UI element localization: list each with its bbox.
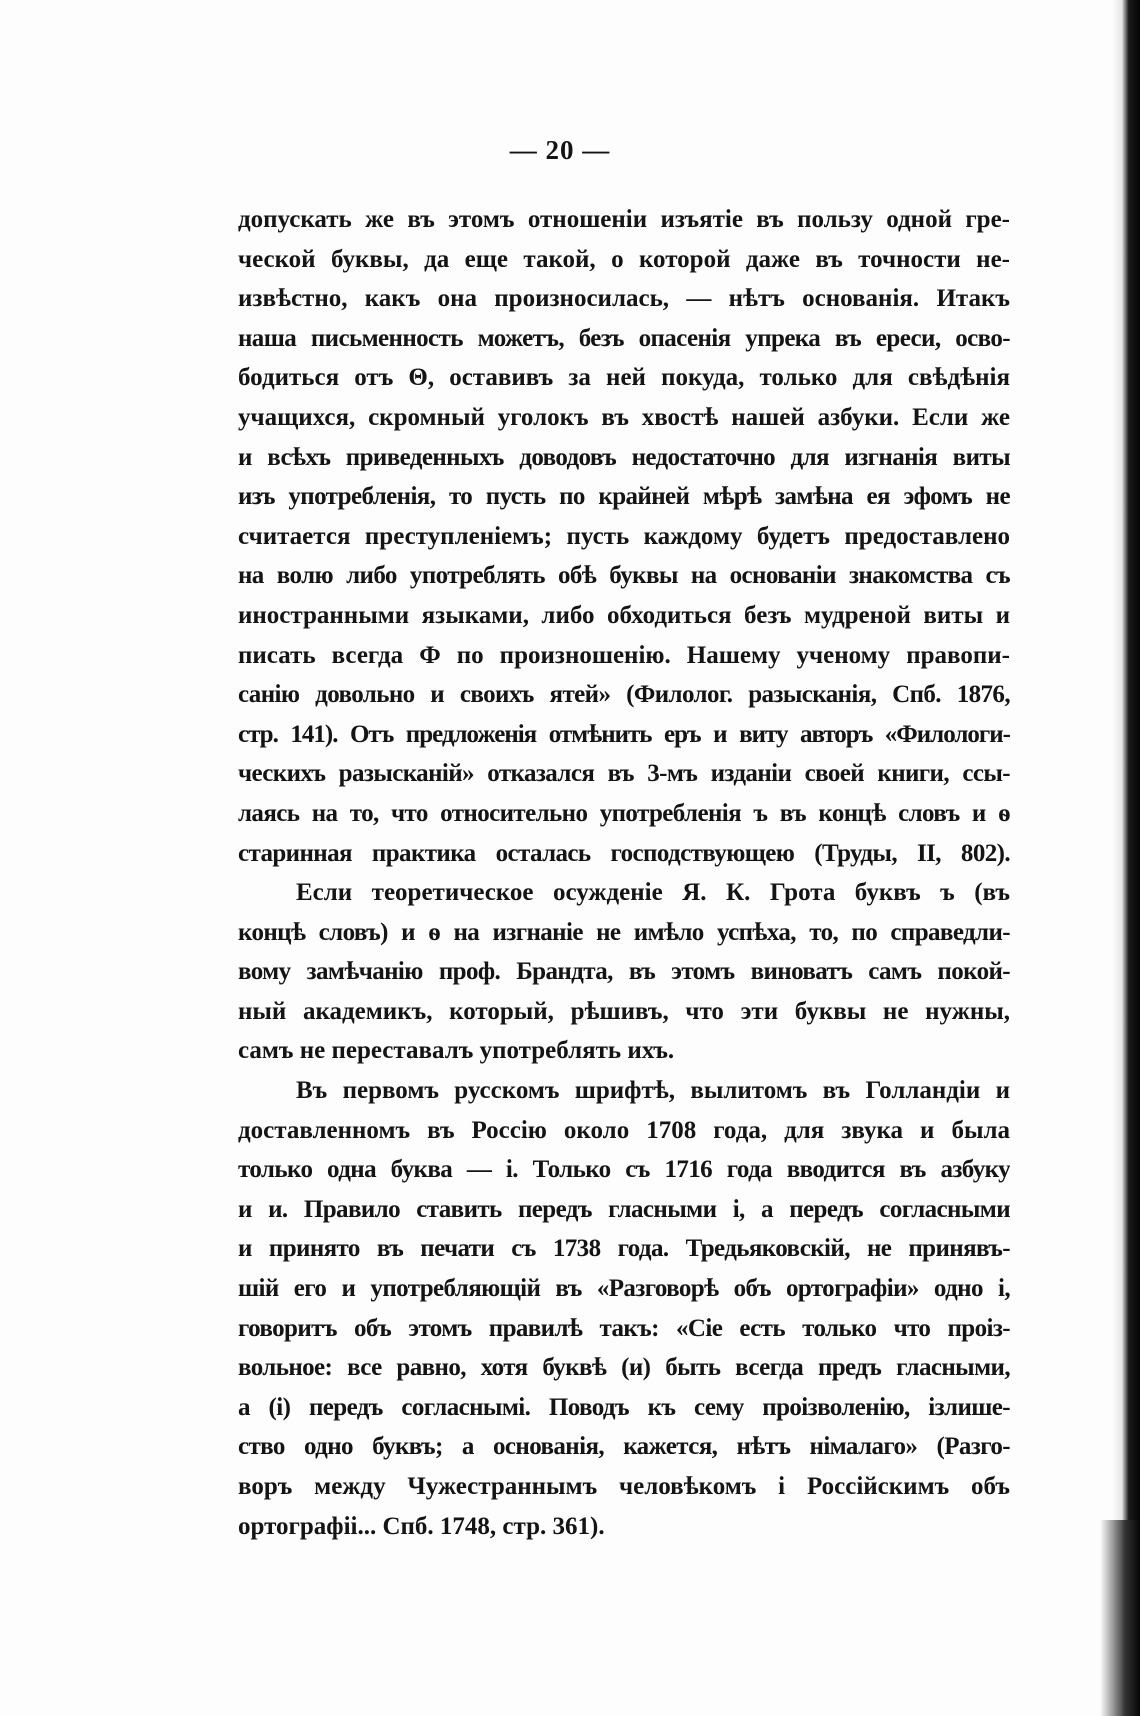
text-line: старинная практика осталась господствующею (Труды, II, 802). [238,839,1010,867]
scan-edge-shadow-lower [1100,1520,1140,1716]
text-line: бодиться отъ Θ, оставивъ за ней покуда, только для свѣдѣнія [238,364,1010,392]
text-line: наша письменность можетъ, безъ опасенія упрека въ ереси, осво- [238,324,1010,352]
text-line: вому замѣчанію проф. Брандта, въ этомъ виноватъ самъ покой- [238,958,1010,986]
text-line: говоритъ объ этомъ правилѣ такъ: «Сіе есть только что проіз- [238,1314,1010,1342]
scan-edge-shadow [1112,0,1140,1716]
text-line: Въ первомъ русскомъ шрифтѣ, вылитомъ въ Голландіи и [296,1077,1010,1105]
text-line: писать всегда Ф по произношенію. Нашему ученому правопи- [238,641,1010,669]
text-line: учащихся, скромный уголокъ въ хвостѣ нашей азбуки. Если же [238,403,1010,431]
text-line: доставленномъ въ Россію около 1708 года, для звука и была [238,1116,1010,1144]
page-number: — 20 — [509,135,611,165]
text-line: изъ употребленія, то пусть по крайней мѣрѣ замѣна ея эфомъ не [238,483,1010,511]
text-line: шій его и употребляющій въ «Разговорѣ объ ортографіи» одно і, [238,1275,1010,1303]
text-line: на волю либо употреблять обѣ буквы на основаніи знакомства съ [238,562,1010,590]
text-line: извѣстно, какъ она произносилась, — нѣтъ основанія. Итакъ [238,285,1010,313]
text-line: воръ между Чужестраннымъ человѣкомъ і Россійскимъ объ [238,1473,1010,1500]
text-line: ство одно буквъ; а основанія, кажется, нѣтъ німалаго» (Разго- [238,1433,1010,1461]
body-text [238,200,1010,1546]
text-line: ный академикъ, который, рѣшивъ, что эти буквы не нужны, [238,997,1010,1025]
text-line: Если теоретическое осужденіе Я. К. Грота буквъ ъ (въ [296,879,1010,907]
text-line: самъ не переставалъ употреблять ихъ. [238,1037,675,1065]
text-line: а (і) передъ согласнымі. Поводъ къ сему проізволенію, ізлише- [238,1393,1010,1421]
text-line: и и. Правило ставить передъ гласными і, а передъ согласными [238,1195,1010,1223]
text-line: и всѣхъ приведенныхъ доводовъ недостаточно для изгнанія виты [238,443,1010,471]
text-line: и принято въ печати съ 1738 года. Тредьяковскій, не принявъ- [238,1235,1010,1263]
text-line: вольное: все равно, хотя буквѣ (и) быть всегда предъ гласными, [238,1354,1010,1382]
text-line: ческихъ разысканій» отказался въ 3-мъ изданіи своей книги, ссы- [238,760,1010,788]
text-line: ческой буквы, да еще такой, о которой даже въ точности не- [238,245,1010,273]
text-line: ортографіі... Спб. 1748, стр. 361). [238,1512,605,1540]
text-line: только одна буква — і. Только съ 1716 года вводится въ азбуку [238,1156,1010,1184]
text-line: считается преступленіемъ; пусть каждому будетъ предоставлено [238,522,1010,550]
text-line: концѣ словъ) и ѳ на изгнаніе не имѣло успѣха, то, по справедли- [238,918,1010,946]
text-line: иностранными языками, либо обходиться безъ мудреной виты и [238,601,1010,629]
text-line: стр. 141). Отъ предложенія отмѣнить еръ и виту авторъ «Филологи- [238,720,1010,748]
text-line: лаясь на то, что относительно употребленія ъ въ концѣ словъ и ѳ [238,799,1010,827]
text-line: допускать же въ этомъ отношеніи изъятіе въ пользу одной гре- [238,206,1010,233]
text-line: санію довольно и своихъ ятей» (Филолог. разысканія, Спб. 1876, [238,681,1010,709]
